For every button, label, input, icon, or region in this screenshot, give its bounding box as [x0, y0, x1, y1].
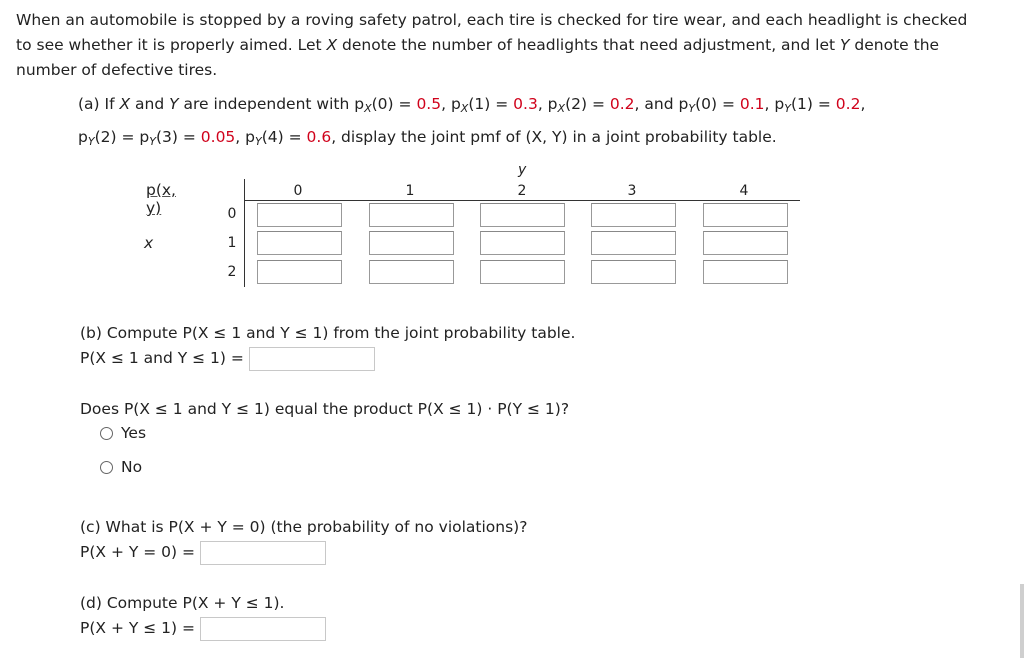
- cell-x2-y1[interactable]: [369, 260, 454, 284]
- cell-x0-y0[interactable]: [257, 203, 342, 227]
- intro-line-1: When an automobile is stopped by a roving safety patrol, each tire is checked for tire wear, and each headlight is checked: [16, 11, 968, 29]
- cell-x2-y0[interactable]: [257, 260, 342, 284]
- cell-x1-y2[interactable]: [480, 231, 565, 255]
- part-c-answer-label: P(X + Y = 0) =: [80, 543, 195, 561]
- cell-x1-y0[interactable]: [257, 231, 342, 255]
- part-c-answer-row: [80, 540, 527, 565]
- table-vertical-rule: [244, 179, 245, 287]
- part-c: [80, 515, 527, 565]
- part-a-statement: [78, 90, 865, 156]
- option-no-label: No: [121, 458, 143, 476]
- x-row-label-1: 1: [227, 235, 237, 251]
- part-d: [80, 591, 326, 641]
- page-scrollbar[interactable]: [1020, 584, 1024, 658]
- radio-no[interactable]: [100, 461, 113, 474]
- option-yes[interactable]: [100, 424, 146, 442]
- y-variable-label: y: [518, 162, 527, 178]
- part-d-question: (d) Compute P(X + Y ≤ 1).: [80, 594, 285, 612]
- cell-x2-y3[interactable]: [591, 260, 676, 284]
- x-row-label-2: 2: [227, 264, 237, 280]
- option-no[interactable]: [100, 458, 142, 476]
- part-d-answer-label: P(X + Y ≤ 1) =: [80, 619, 195, 637]
- cell-x0-y4[interactable]: [703, 203, 788, 227]
- cell-x0-y3[interactable]: [591, 203, 676, 227]
- part-d-answer-row: [80, 616, 326, 641]
- part-b: [80, 321, 575, 371]
- cell-x1-y4[interactable]: [703, 231, 788, 255]
- intro-line-3: number of defective tires.: [16, 61, 218, 79]
- part-b-answer-row: [80, 346, 575, 371]
- y-header-3: 3: [627, 183, 637, 199]
- cell-x1-y3[interactable]: [591, 231, 676, 255]
- table-horizontal-rule: [244, 200, 800, 201]
- part-c-question: (c) What is P(X + Y = 0) (the probability of no violations)?: [80, 518, 528, 536]
- cell-x0-y2[interactable]: [480, 203, 565, 227]
- x-variable-label: x: [144, 234, 154, 252]
- pxy-label: p(x, y): [146, 181, 176, 217]
- cell-x2-y2[interactable]: [480, 260, 565, 284]
- y-header-1: 1: [405, 183, 415, 199]
- part-d-answer-input[interactable]: [200, 617, 326, 641]
- part-b-answer-label: P(X ≤ 1 and Y ≤ 1) =: [80, 349, 244, 367]
- cell-x1-y1[interactable]: [369, 231, 454, 255]
- option-yes-label: Yes: [121, 424, 147, 442]
- y-header-4: 4: [739, 183, 749, 199]
- x-row-label-0: 0: [227, 206, 237, 222]
- y-header-0: 0: [293, 183, 303, 199]
- intro-line-2: to see whether it is properly aimed. Let X denote the number of headlights that need adjustment, and let Y denote the: [16, 36, 940, 54]
- part-a-line-1: (a) If X and Y are independent with $p_X(0) = 0.5$, $p_X(1) = 0.3$, $p_X(2) = 0.2$, and $p_Y(0) = 0.1$, $p_Y(1) = 0.2$,: [78, 95, 866, 115]
- y-header-2: 2: [517, 183, 527, 199]
- part-a-line-2: $p_Y(2) = p_Y(3) = 0.05$, $p_Y(4) = 0.6$, display the joint pmf of (X, Y) in a joint probability table.: [78, 128, 777, 148]
- part-b-answer-input[interactable]: [249, 347, 375, 371]
- independence-question: Does P(X ≤ 1 and Y ≤ 1) equal the product P(X ≤ 1) · P(Y ≤ 1)?: [80, 400, 570, 418]
- problem-intro: [16, 8, 1016, 83]
- part-b-question: (b) Compute P(X ≤ 1 and Y ≤ 1) from the joint probability table.: [80, 324, 576, 342]
- radio-yes[interactable]: [100, 427, 113, 440]
- cell-x0-y1[interactable]: [369, 203, 454, 227]
- part-c-answer-input[interactable]: [200, 541, 326, 565]
- cell-x2-y4[interactable]: [703, 260, 788, 284]
